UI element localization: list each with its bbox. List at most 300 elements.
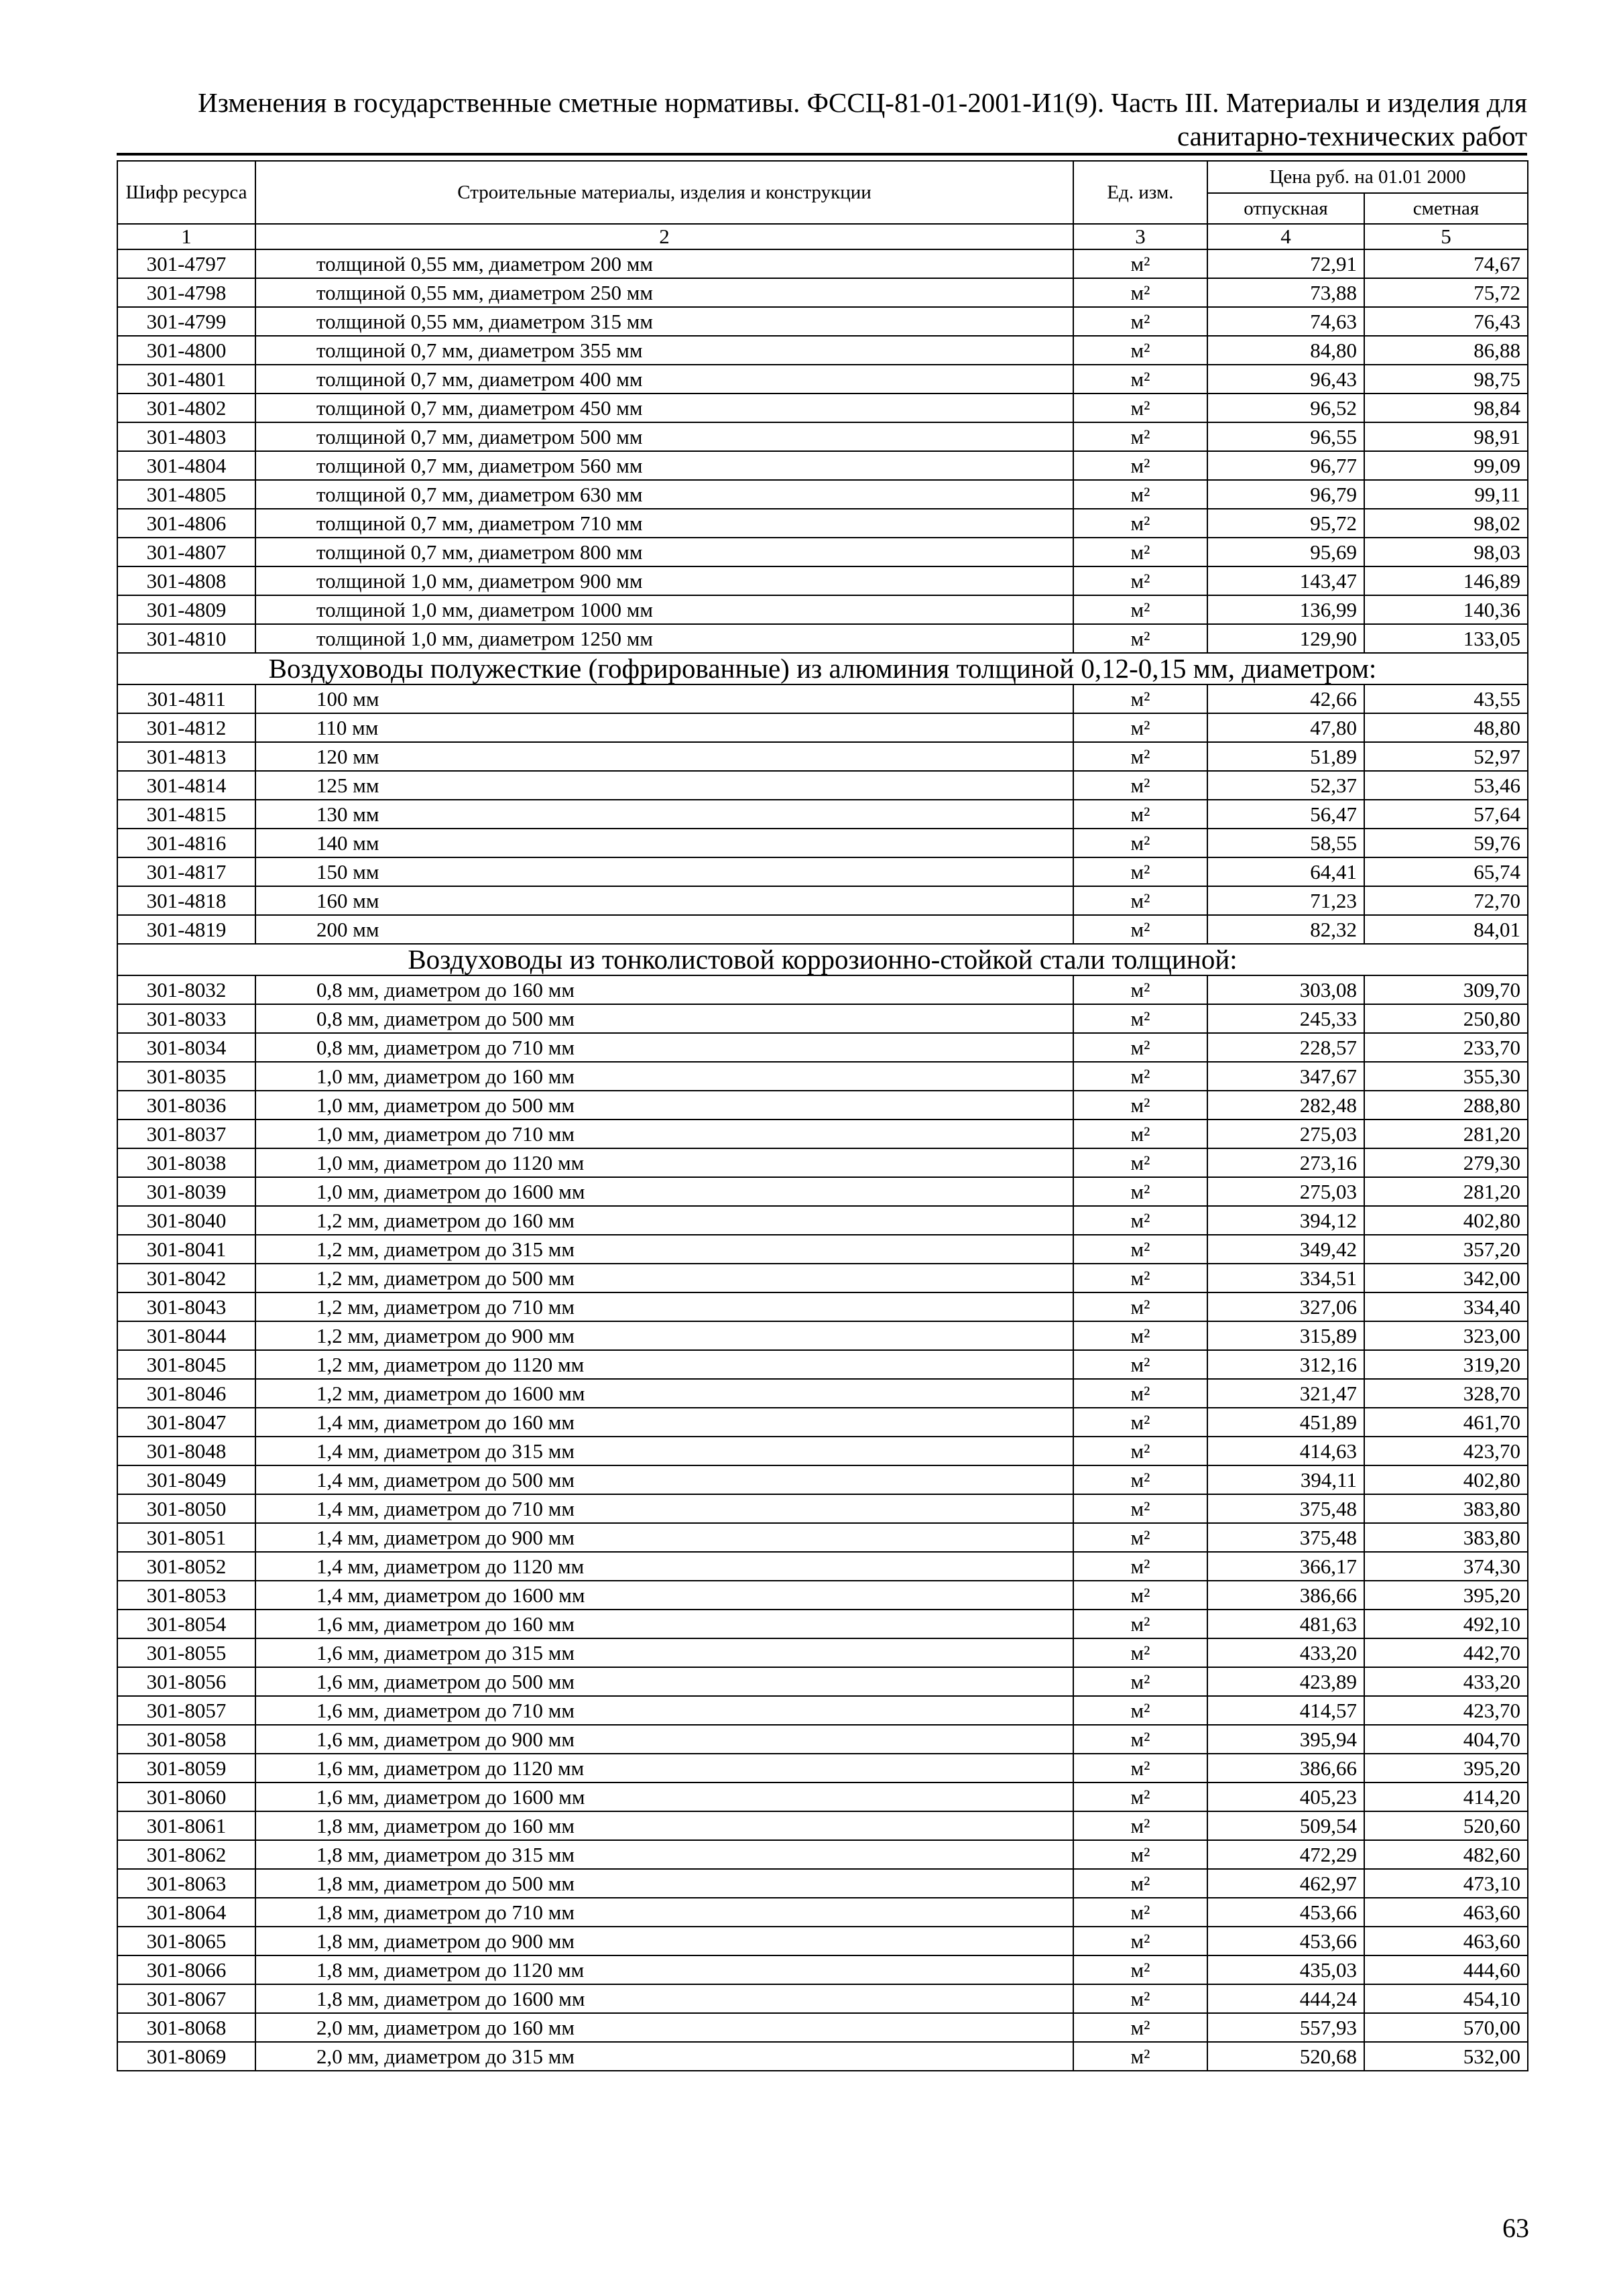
material-name: 120 мм	[255, 742, 1073, 771]
table-row	[117, 249, 1528, 278]
material-name: 0,8 мм, диаметром до 500 мм	[255, 1004, 1073, 1033]
unit-cell: м²	[1073, 1033, 1207, 1062]
estimate-price: 250,80	[1364, 1004, 1528, 1033]
unit-cell: м²	[1073, 336, 1207, 365]
unit-cell: м²	[1073, 771, 1207, 800]
material-name: толщиной 0,7 мм, диаметром 630 мм	[255, 480, 1073, 509]
estimate-price: 444,60	[1364, 1955, 1528, 1984]
release-price: 557,93	[1207, 2013, 1364, 2042]
release-price: 228,57	[1207, 1033, 1364, 1062]
release-price: 327,06	[1207, 1292, 1364, 1321]
unit-cell: м²	[1073, 1062, 1207, 1091]
release-price: 303,08	[1207, 975, 1364, 1004]
unit-cell: м²	[1073, 1148, 1207, 1177]
estimate-price: 133,05	[1364, 624, 1528, 653]
unit-cell: м²	[1073, 886, 1207, 915]
estimate-price: 323,00	[1364, 1321, 1528, 1350]
release-price: 42,66	[1207, 684, 1364, 713]
table-row	[117, 422, 1528, 451]
table-row	[117, 1004, 1528, 1033]
unit-cell: м²	[1073, 509, 1207, 538]
material-name: 2,0 мм, диаметром до 315 мм	[255, 2042, 1073, 2071]
release-price: 82,32	[1207, 915, 1364, 944]
header-release-price: отпускная	[1207, 193, 1364, 224]
release-price: 73,88	[1207, 278, 1364, 307]
table-row	[117, 1091, 1528, 1120]
unit-cell: м²	[1073, 1783, 1207, 1811]
resource-code: 301-8034	[117, 1033, 255, 1062]
material-name: 1,4 мм, диаметром до 160 мм	[255, 1408, 1073, 1437]
unit-cell: м²	[1073, 1927, 1207, 1955]
table-row	[117, 307, 1528, 336]
resource-code: 301-8051	[117, 1523, 255, 1552]
table-row	[117, 1610, 1528, 1638]
unit-cell: м²	[1073, 1754, 1207, 1783]
material-name: 1,6 мм, диаметром до 710 мм	[255, 1696, 1073, 1725]
estimate-price: 98,91	[1364, 422, 1528, 451]
table-header-row-1	[117, 161, 1528, 193]
resource-code: 301-4814	[117, 771, 255, 800]
material-name: 1,0 мм, диаметром до 1120 мм	[255, 1148, 1073, 1177]
estimate-price: 454,10	[1364, 1984, 1528, 2013]
section-row	[117, 653, 1528, 684]
table-row	[117, 1696, 1528, 1725]
material-name: 1,8 мм, диаметром до 1120 мм	[255, 1955, 1073, 1984]
release-price: 71,23	[1207, 886, 1364, 915]
estimate-price: 59,76	[1364, 829, 1528, 857]
header-name: Строительные материалы, изделия и конструкции	[255, 161, 1073, 224]
release-price: 56,47	[1207, 800, 1364, 829]
estimate-price: 98,84	[1364, 394, 1528, 422]
unit-cell: м²	[1073, 1725, 1207, 1754]
release-price: 386,66	[1207, 1754, 1364, 1783]
unit-cell: м²	[1073, 1667, 1207, 1696]
release-price: 334,51	[1207, 1264, 1364, 1292]
material-name: толщиной 0,7 мм, диаметром 450 мм	[255, 394, 1073, 422]
material-name: толщиной 0,7 мм, диаметром 560 мм	[255, 451, 1073, 480]
release-price: 347,67	[1207, 1062, 1364, 1091]
resource-code: 301-4800	[117, 336, 255, 365]
material-name: 1,6 мм, диаметром до 160 мм	[255, 1610, 1073, 1638]
table-row	[117, 2013, 1528, 2042]
estimate-price: 48,80	[1364, 713, 1528, 742]
resource-code: 301-8053	[117, 1581, 255, 1610]
estimate-price: 288,80	[1364, 1091, 1528, 1120]
material-name: 1,8 мм, диаметром до 500 мм	[255, 1869, 1073, 1898]
unit-cell: м²	[1073, 1264, 1207, 1292]
release-price: 96,55	[1207, 422, 1364, 451]
release-price: 136,99	[1207, 595, 1364, 624]
release-price: 375,48	[1207, 1523, 1364, 1552]
unit-cell: м²	[1073, 422, 1207, 451]
material-name: 1,0 мм, диаметром до 710 мм	[255, 1120, 1073, 1148]
header-code: Шифр ресурса	[117, 161, 255, 224]
table-row	[117, 1350, 1528, 1379]
material-name: 1,0 мм, диаметром до 1600 мм	[255, 1177, 1073, 1206]
material-name: 1,2 мм, диаметром до 710 мм	[255, 1292, 1073, 1321]
release-price: 96,43	[1207, 365, 1364, 394]
unit-cell: м²	[1073, 1610, 1207, 1638]
resource-code: 301-8033	[117, 1004, 255, 1033]
resource-code: 301-4813	[117, 742, 255, 771]
estimate-price: 383,80	[1364, 1523, 1528, 1552]
release-price: 74,63	[1207, 307, 1364, 336]
table-row	[117, 1552, 1528, 1581]
unit-cell: м²	[1073, 857, 1207, 886]
unit-cell: м²	[1073, 1408, 1207, 1437]
material-name: 1,6 мм, диаметром до 1120 мм	[255, 1754, 1073, 1783]
material-name: толщиной 0,55 мм, диаметром 200 мм	[255, 249, 1073, 278]
material-name: 150 мм	[255, 857, 1073, 886]
release-price: 414,63	[1207, 1437, 1364, 1465]
resource-code: 301-4811	[117, 684, 255, 713]
table-row	[117, 1754, 1528, 1783]
material-name: 1,4 мм, диаметром до 710 мм	[255, 1494, 1073, 1523]
release-price: 444,24	[1207, 1984, 1364, 2013]
table-row	[117, 1408, 1528, 1437]
table-row	[117, 1667, 1528, 1696]
resource-code: 301-8040	[117, 1206, 255, 1235]
resource-code: 301-8058	[117, 1725, 255, 1754]
release-price: 315,89	[1207, 1321, 1364, 1350]
table-row	[117, 509, 1528, 538]
material-name: 1,0 мм, диаметром до 500 мм	[255, 1091, 1073, 1120]
resource-code: 301-4797	[117, 249, 255, 278]
resource-code: 301-8043	[117, 1292, 255, 1321]
resource-code: 301-4801	[117, 365, 255, 394]
unit-cell: м²	[1073, 1984, 1207, 2013]
estimate-price: 383,80	[1364, 1494, 1528, 1523]
material-name: 1,6 мм, диаметром до 500 мм	[255, 1667, 1073, 1696]
table-row	[117, 336, 1528, 365]
resource-code: 301-8044	[117, 1321, 255, 1350]
material-name: 1,2 мм, диаметром до 900 мм	[255, 1321, 1073, 1350]
table-row	[117, 1984, 1528, 2013]
estimate-price: 461,70	[1364, 1408, 1528, 1437]
unit-cell: м²	[1073, 1004, 1207, 1033]
table-row	[117, 566, 1528, 595]
estimate-price: 53,46	[1364, 771, 1528, 800]
resource-code: 301-4805	[117, 480, 255, 509]
material-name: толщиной 0,7 мм, диаметром 355 мм	[255, 336, 1073, 365]
unit-cell: м²	[1073, 915, 1207, 944]
unit-cell: м²	[1073, 1552, 1207, 1581]
table-row	[117, 1120, 1528, 1148]
estimate-price: 279,30	[1364, 1148, 1528, 1177]
material-name: толщиной 1,0 мм, диаметром 900 мм	[255, 566, 1073, 595]
table-row	[117, 538, 1528, 566]
material-name: 160 мм	[255, 886, 1073, 915]
release-price: 481,63	[1207, 1610, 1364, 1638]
table-row	[117, 1869, 1528, 1898]
resource-code: 301-4802	[117, 394, 255, 422]
estimate-price: 404,70	[1364, 1725, 1528, 1754]
release-price: 433,20	[1207, 1638, 1364, 1667]
estimate-price: 309,70	[1364, 975, 1528, 1004]
resource-code: 301-4808	[117, 566, 255, 595]
release-price: 275,03	[1207, 1177, 1364, 1206]
release-price: 96,77	[1207, 451, 1364, 480]
resource-code: 301-4819	[117, 915, 255, 944]
estimate-price: 342,00	[1364, 1264, 1528, 1292]
estimate-price: 402,80	[1364, 1465, 1528, 1494]
material-name: 1,4 мм, диаметром до 1120 мм	[255, 1552, 1073, 1581]
material-name: 1,4 мм, диаметром до 900 мм	[255, 1523, 1073, 1552]
table-row	[117, 1581, 1528, 1610]
estimate-price: 99,11	[1364, 480, 1528, 509]
release-price: 143,47	[1207, 566, 1364, 595]
unit-cell: м²	[1073, 1350, 1207, 1379]
material-name: 130 мм	[255, 800, 1073, 829]
release-price: 64,41	[1207, 857, 1364, 886]
resource-code: 301-8035	[117, 1062, 255, 1091]
unit-cell: м²	[1073, 1120, 1207, 1148]
release-price: 435,03	[1207, 1955, 1364, 1984]
estimate-price: 146,89	[1364, 566, 1528, 595]
release-price: 52,37	[1207, 771, 1364, 800]
unit-cell: м²	[1073, 1235, 1207, 1264]
table-row	[117, 1783, 1528, 1811]
release-price: 472,29	[1207, 1840, 1364, 1869]
resource-code: 301-4807	[117, 538, 255, 566]
release-price: 129,90	[1207, 624, 1364, 653]
header-estimate-price: сметная	[1364, 193, 1528, 224]
unit-cell: м²	[1073, 1091, 1207, 1120]
release-price: 95,69	[1207, 538, 1364, 566]
material-name: толщиной 1,0 мм, диаметром 1000 мм	[255, 595, 1073, 624]
estimate-price: 357,20	[1364, 1235, 1528, 1264]
table-row	[117, 829, 1528, 857]
resource-code: 301-8047	[117, 1408, 255, 1437]
estimate-price: 75,72	[1364, 278, 1528, 307]
table-row	[117, 1235, 1528, 1264]
material-name: 100 мм	[255, 684, 1073, 713]
unit-cell: м²	[1073, 480, 1207, 509]
table-row	[117, 480, 1528, 509]
table-row	[117, 278, 1528, 307]
resource-code: 301-4806	[117, 509, 255, 538]
estimate-price: 319,20	[1364, 1350, 1528, 1379]
estimate-price: 473,10	[1364, 1869, 1528, 1898]
unit-cell: м²	[1073, 1638, 1207, 1667]
resource-code: 301-8066	[117, 1955, 255, 1984]
unit-cell: м²	[1073, 365, 1207, 394]
resource-code: 301-4798	[117, 278, 255, 307]
estimate-price: 98,75	[1364, 365, 1528, 394]
column-number: 3	[1073, 224, 1207, 249]
release-price: 273,16	[1207, 1148, 1364, 1177]
estimate-price: 402,80	[1364, 1206, 1528, 1235]
unit-cell: м²	[1073, 2042, 1207, 2071]
section-row	[117, 944, 1528, 975]
table-row	[117, 857, 1528, 886]
estimate-price: 52,97	[1364, 742, 1528, 771]
unit-cell: м²	[1073, 1898, 1207, 1927]
table-row	[117, 713, 1528, 742]
material-name: 200 мм	[255, 915, 1073, 944]
resource-code: 301-8059	[117, 1754, 255, 1783]
table-row	[117, 886, 1528, 915]
material-name: 1,6 мм, диаметром до 900 мм	[255, 1725, 1073, 1754]
material-name: толщиной 0,55 мм, диаметром 250 мм	[255, 278, 1073, 307]
release-price: 84,80	[1207, 336, 1364, 365]
unit-cell: м²	[1073, 1811, 1207, 1840]
material-name: 0,8 мм, диаметром до 710 мм	[255, 1033, 1073, 1062]
unit-cell: м²	[1073, 1292, 1207, 1321]
column-number: 5	[1364, 224, 1528, 249]
unit-cell: м²	[1073, 307, 1207, 336]
table-row	[117, 1725, 1528, 1754]
release-price: 47,80	[1207, 713, 1364, 742]
resource-code: 301-8049	[117, 1465, 255, 1494]
estimate-price: 98,03	[1364, 538, 1528, 566]
release-price: 520,68	[1207, 2042, 1364, 2071]
table-row	[117, 1811, 1528, 1840]
material-name: 1,2 мм, диаметром до 1120 мм	[255, 1350, 1073, 1379]
resource-code: 301-4818	[117, 886, 255, 915]
section-title: Воздуховоды из тонколистовой коррозионно-стойкой стали толщиной:	[117, 944, 1528, 975]
resource-code: 301-8068	[117, 2013, 255, 2042]
estimate-price: 140,36	[1364, 595, 1528, 624]
material-name: 1,8 мм, диаметром до 315 мм	[255, 1840, 1073, 1869]
table-row	[117, 771, 1528, 800]
resource-code: 301-4817	[117, 857, 255, 886]
table-row	[117, 1177, 1528, 1206]
release-price: 95,72	[1207, 509, 1364, 538]
release-price: 394,11	[1207, 1465, 1364, 1494]
resource-code: 301-8055	[117, 1638, 255, 1667]
estimate-price: 98,02	[1364, 509, 1528, 538]
column-number: 2	[255, 224, 1073, 249]
material-name: толщиной 0,7 мм, диаметром 400 мм	[255, 365, 1073, 394]
table-row	[117, 1379, 1528, 1408]
resource-code: 301-8067	[117, 1984, 255, 2013]
material-name: 1,8 мм, диаметром до 1600 мм	[255, 1984, 1073, 2013]
table-row	[117, 1437, 1528, 1465]
estimate-price: 281,20	[1364, 1177, 1528, 1206]
table-row	[117, 800, 1528, 829]
resource-code: 301-8042	[117, 1264, 255, 1292]
header-unit: Ед. изм.	[1073, 161, 1207, 224]
table-row	[117, 975, 1528, 1004]
estimate-price: 570,00	[1364, 2013, 1528, 2042]
estimate-price: 532,00	[1364, 2042, 1528, 2071]
header-line-2: санитарно-технических работ	[1177, 121, 1527, 152]
resource-code: 301-4816	[117, 829, 255, 857]
estimate-price: 74,67	[1364, 249, 1528, 278]
header-rule	[117, 153, 1527, 156]
material-name: 2,0 мм, диаметром до 160 мм	[255, 2013, 1073, 2042]
estimate-price: 328,70	[1364, 1379, 1528, 1408]
table-row	[117, 684, 1528, 713]
unit-cell: м²	[1073, 1869, 1207, 1898]
resource-code: 301-8060	[117, 1783, 255, 1811]
material-name: 1,8 мм, диаметром до 710 мм	[255, 1898, 1073, 1927]
unit-cell: м²	[1073, 249, 1207, 278]
material-name: толщиной 0,7 мм, диаметром 500 мм	[255, 422, 1073, 451]
release-price: 366,17	[1207, 1552, 1364, 1581]
unit-cell: м²	[1073, 538, 1207, 566]
material-name: 140 мм	[255, 829, 1073, 857]
resource-code: 301-8036	[117, 1091, 255, 1120]
release-price: 321,47	[1207, 1379, 1364, 1408]
unit-cell: м²	[1073, 975, 1207, 1004]
estimate-price: 84,01	[1364, 915, 1528, 944]
release-price: 51,89	[1207, 742, 1364, 771]
release-price: 453,66	[1207, 1898, 1364, 1927]
unit-cell: м²	[1073, 1523, 1207, 1552]
material-name: 1,4 мм, диаметром до 1600 мм	[255, 1581, 1073, 1610]
unit-cell: м²	[1073, 1840, 1207, 1869]
unit-cell: м²	[1073, 1955, 1207, 1984]
estimate-price: 57,64	[1364, 800, 1528, 829]
table-row	[117, 595, 1528, 624]
material-name: 1,2 мм, диаметром до 500 мм	[255, 1264, 1073, 1292]
material-name: толщиной 0,7 мм, диаметром 710 мм	[255, 509, 1073, 538]
estimate-price: 233,70	[1364, 1033, 1528, 1062]
table-row	[117, 1927, 1528, 1955]
unit-cell: м²	[1073, 1696, 1207, 1725]
resource-code: 301-4799	[117, 307, 255, 336]
table-row	[117, 2042, 1528, 2071]
resource-code: 301-4804	[117, 451, 255, 480]
estimate-price: 334,40	[1364, 1292, 1528, 1321]
resource-code: 301-8061	[117, 1811, 255, 1840]
table-row	[117, 1638, 1528, 1667]
release-price: 96,52	[1207, 394, 1364, 422]
table-row	[117, 1955, 1528, 1984]
resource-code: 301-4803	[117, 422, 255, 451]
release-price: 245,33	[1207, 1004, 1364, 1033]
resource-code: 301-8032	[117, 975, 255, 1004]
material-name: 1,8 мм, диаметром до 160 мм	[255, 1811, 1073, 1840]
estimate-price: 463,60	[1364, 1898, 1528, 1927]
resource-code: 301-8039	[117, 1177, 255, 1206]
resource-code: 301-4815	[117, 800, 255, 829]
unit-cell: м²	[1073, 566, 1207, 595]
release-price: 394,12	[1207, 1206, 1364, 1235]
unit-cell: м²	[1073, 2013, 1207, 2042]
release-price: 509,54	[1207, 1811, 1364, 1840]
table-row	[117, 1321, 1528, 1350]
table-row	[117, 1840, 1528, 1869]
table-row	[117, 1148, 1528, 1177]
resource-code: 301-8064	[117, 1898, 255, 1927]
unit-cell: м²	[1073, 1379, 1207, 1408]
material-name: 1,6 мм, диаметром до 315 мм	[255, 1638, 1073, 1667]
section-title: Воздуховоды полужесткие (гофрированные) из алюминия толщиной 0,12-0,15 мм, диаметром:	[117, 653, 1528, 684]
resource-code: 301-4810	[117, 624, 255, 653]
estimate-price: 99,09	[1364, 451, 1528, 480]
estimate-price: 492,10	[1364, 1610, 1528, 1638]
estimate-price: 86,88	[1364, 336, 1528, 365]
estimate-price: 414,20	[1364, 1783, 1528, 1811]
material-name: 1,4 мм, диаметром до 500 мм	[255, 1465, 1073, 1494]
release-price: 386,66	[1207, 1581, 1364, 1610]
estimate-price: 423,70	[1364, 1437, 1528, 1465]
resource-code: 301-8065	[117, 1927, 255, 1955]
estimate-price: 395,20	[1364, 1754, 1528, 1783]
resource-code: 301-4812	[117, 713, 255, 742]
material-name: 1,2 мм, диаметром до 160 мм	[255, 1206, 1073, 1235]
unit-cell: м²	[1073, 278, 1207, 307]
table-row	[117, 1523, 1528, 1552]
header-line-1: Изменения в государственные сметные нормативы. ФССЦ-81-01-2001-И1(9). Часть III. Материалы и изделия для	[198, 87, 1527, 118]
unit-cell: м²	[1073, 713, 1207, 742]
release-price: 453,66	[1207, 1927, 1364, 1955]
resource-code: 301-8045	[117, 1350, 255, 1379]
unit-cell: м²	[1073, 394, 1207, 422]
